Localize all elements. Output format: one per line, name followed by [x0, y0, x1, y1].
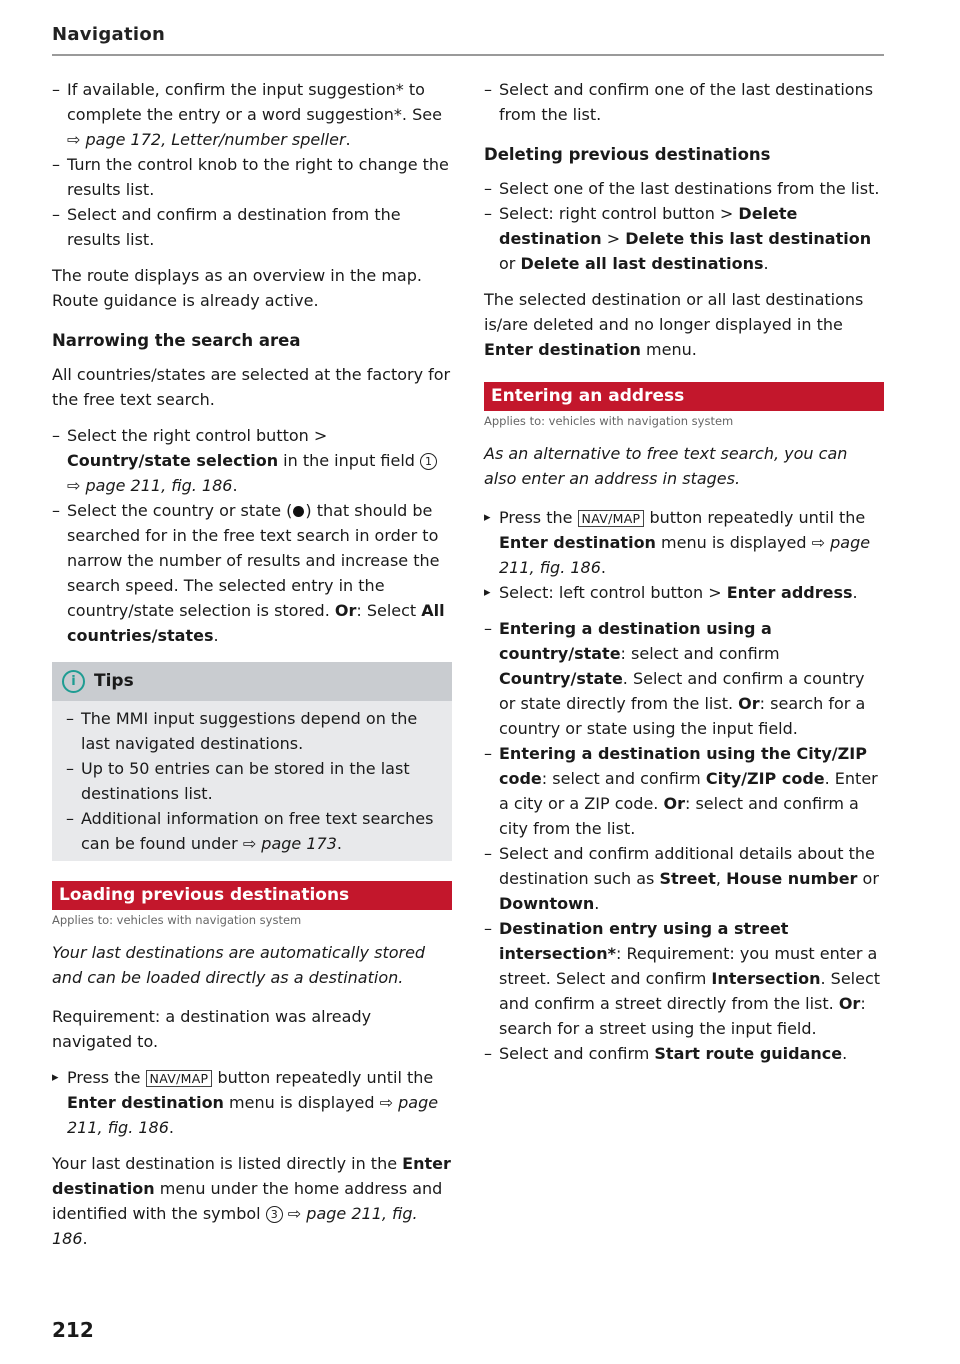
list-item: – Entering a destination using a country/state: select and confirm Country/state. Select and confirm a country or state directly from the list. Or: search for a country or state using the input field. — [484, 616, 884, 741]
section-heading-address: Entering an address — [484, 382, 884, 411]
heading-narrowing: Narrowing the search area — [52, 331, 301, 350]
tip-item: – The MMI input suggestions depend on the last navigated destinations. — [66, 706, 440, 756]
list-item: – Select one of the last destinations from the list. — [484, 176, 884, 201]
page-reference[interactable]: ⇨ page 211, fig. 186 — [67, 1093, 439, 1137]
list-item: – Select and confirm one of the last destinations from the list. — [484, 77, 884, 127]
symbol-3-icon: 3 — [266, 1206, 283, 1223]
last-destination-paragraph: Your last destination is listed directly in the Enter destination menu under the home address and identified with the symbol 3 ⇨ page 211, fig. 186. — [52, 1154, 451, 1248]
info-icon: i — [62, 670, 85, 693]
step-item: ▸ Press the NAV/MAP button repeatedly until the Enter destination menu is displayed ⇨ page 211, fig. 186. — [52, 1065, 452, 1140]
tips-body — [52, 701, 452, 861]
list-item: – Destination entry using a street intersection*: Requirement: you must enter a street. Select and confirm Intersection. Select and confirm a street directly from the list. Or: search for a street using the input field. — [484, 916, 884, 1041]
applies-note: Applies to: vehicles with navigation system — [52, 913, 302, 927]
step-item: ▸ Press the NAV/MAP button repeatedly until the Enter destination menu is displayed ⇨ page 211, fig. 186. — [484, 505, 884, 580]
intro-paragraph: As an alternative to free text search, you can also enter an address in stages. — [484, 444, 848, 488]
list-item: – Select and confirm additional details about the destination such as Street, House number or Downtown. — [484, 841, 884, 916]
nav-map-key: NAV/MAP — [146, 1070, 213, 1087]
step-list — [484, 505, 884, 605]
narrow-list — [52, 423, 452, 648]
step-list — [52, 1065, 452, 1140]
page-reference[interactable]: ⇨ page 211, fig. 186 — [52, 1204, 418, 1248]
list-item: – Turn the control knob to the right to change the results list. — [52, 152, 452, 202]
list-item: – Select and confirm Start route guidance. — [484, 1041, 884, 1066]
nav-map-key: NAV/MAP — [578, 510, 645, 527]
list-item: – Select the country or state ( ) that should be searched for in the free text search in order to narrow the number of results and increase the search speed. The selected entry in the country/state selection is stored. Or: Select All countries/states. — [52, 498, 452, 648]
header-divider — [52, 54, 884, 56]
left-column — [52, 77, 452, 1262]
page-reference[interactable]: ⇨ page 211, fig. 186 — [499, 533, 871, 577]
list-item: – Select the right control button > Country/state selection in the input field 1 ⇨ page 211, fig. 186. — [52, 423, 452, 498]
page-reference[interactable]: ⇨ page 172, Letter/number speller — [67, 130, 346, 149]
requirement-paragraph: Requirement: a destination was already navigated to. — [52, 1007, 372, 1051]
page-reference[interactable]: ⇨ page 173 — [242, 834, 337, 853]
route-paragraph: The route displays as an overview in the map. Route guidance is already active. — [52, 266, 422, 310]
applies-note: Applies to: vehicles with navigation system — [484, 414, 734, 428]
page-title: Navigation — [52, 24, 166, 45]
tips-title: Tips — [94, 671, 134, 691]
step-item: ▸ Select: left control button > Enter address. — [484, 580, 884, 605]
tips-header — [52, 662, 452, 701]
delete-paragraph: The selected destination or all last destinations is/are deleted and no longer displayed in the Enter destination menu. — [484, 290, 864, 359]
page-reference[interactable]: ⇨ page 211, fig. 186 — [67, 476, 233, 495]
tip-item: – Up to 50 entries can be stored in the last destinations list. — [66, 756, 440, 806]
page-number: 212 — [52, 1318, 94, 1342]
heading-deleting: Deleting previous destinations — [484, 145, 771, 164]
list-item: – If available, confirm the input suggestion* to complete the entry or a word suggestion*. See ⇨ page 172, Letter/number speller. — [52, 77, 452, 152]
tips-box — [52, 662, 452, 861]
section-heading-loading: Loading previous destinations — [52, 881, 452, 910]
list-item: – Select and confirm a destination from the results list. — [52, 202, 452, 252]
filled-dot-icon — [293, 506, 304, 517]
tip-item: – Additional information on free text searches can be found under ⇨ page 173. — [66, 806, 440, 856]
right-column — [484, 77, 884, 1077]
symbol-1-icon: 1 — [420, 453, 437, 470]
intro-paragraph: Your last destinations are automatically stored and can be loaded directly as a destination. — [52, 943, 426, 987]
delete-list — [484, 176, 884, 276]
intro-list — [52, 77, 452, 252]
list-item: – Select: right control button > Delete destination > Delete this last destination or Delete all last destinations. — [484, 201, 884, 276]
narrow-paragraph: All countries/states are selected at the factory for the free text search. — [52, 365, 451, 409]
list-item: – Entering a destination using the City/ZIP code: select and confirm City/ZIP code. Enter a city or a ZIP code. Or: select and confirm a city from the list. — [484, 741, 884, 841]
address-options-list — [484, 616, 884, 1066]
page-header — [52, 24, 884, 56]
